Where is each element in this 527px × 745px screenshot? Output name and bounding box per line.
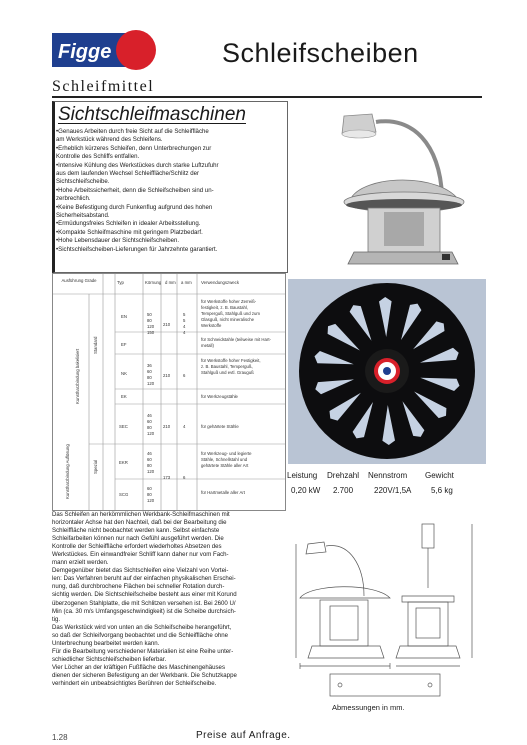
row-verwendung: für Hartmetalle aller Art — [201, 490, 245, 495]
col-header-d: d mm — [165, 280, 176, 285]
grinding-disc-image — [288, 279, 486, 464]
text-line: Das Werkstück wird von unten an die Schleifscheibe herangeführt, — [52, 623, 232, 631]
row-koernung: 80 — [147, 463, 152, 468]
dimension-drawing — [290, 516, 486, 706]
row-koernung: 80 — [147, 492, 152, 497]
row-koernung: 80 — [147, 318, 152, 323]
row-koernung: 60 — [147, 369, 152, 374]
header-rule — [52, 96, 482, 98]
row-verwendung: Stähle, Schnellstahl und — [201, 457, 248, 462]
row-verwendung: für Werkzeug- und legierte — [201, 451, 252, 456]
feature-list — [56, 128, 284, 254]
row-verwendung: gehärtete Stähle aller Art — [201, 463, 249, 468]
feature-line: •Genaues Arbeiten durch freie Sicht auf die Schleiffläche — [56, 128, 209, 135]
row-verwendung: festigkeit, z. B. Baustahl, — [201, 305, 249, 310]
row-verwendung: für Werkzeugstähle — [201, 394, 238, 399]
text-line: Das Schleifen an herkömmlichen Werkbank-Schleifmaschinen mit — [52, 511, 230, 518]
text-line: Werkstückes. Ein einwandfreier Schliff kann daher nur vom Fach- — [52, 551, 229, 559]
text-line: schiedlicher Sichtschleifscheiben lieferbar. — [52, 655, 167, 663]
row-a: 6 — [183, 475, 186, 480]
row-a: 5 — [183, 312, 186, 317]
text-line: nung, daß durchbrochene Flächen bei schneller Rotation durch- — [52, 583, 225, 591]
category-subtitle: Schleifmittel — [52, 78, 155, 95]
text-line: mann erzielt werden. — [52, 559, 109, 567]
spec-label: Nennstrom — [368, 471, 408, 480]
text-line: Kontrolle der Schleiffläche erfordert wiederholtes Absetzen des — [52, 543, 222, 551]
text-line: Demgegenüber bietet das Sichtschleifen eine Vielzahl von Vortei- — [52, 567, 229, 575]
row-d: 173 — [163, 475, 171, 480]
text-line: sichtig werden. Die Sichtschleifscheibe besteht aus einer mit Korund — [52, 591, 237, 599]
feature-line: Sicherheitsabstand. — [56, 212, 110, 220]
row-a: 4 — [183, 324, 186, 329]
machine-photo — [292, 104, 482, 270]
row-typ: SEC — [119, 424, 128, 429]
row-koernung: 120 — [147, 469, 155, 474]
row-typ: NK — [121, 371, 127, 376]
feature-line: •Sichtschleifscheiben-Lieferungen für Jahrzehnte garantiert. — [56, 245, 218, 253]
feature-line: •Keine Befestigung durch Funkenflug aufgrund des hohen — [56, 203, 213, 211]
spec-value: 220V/1,5A — [374, 486, 412, 495]
row-d: 210 — [163, 424, 171, 429]
spec-label: Leistung — [287, 471, 318, 480]
row-d: 210 — [163, 322, 171, 327]
row-koernung: 46 — [147, 451, 152, 456]
drawing-caption: Abmessungen in mm. — [332, 703, 405, 712]
row-typ: EKR — [119, 460, 128, 465]
section-heading: Sichtschleifmaschinen — [58, 104, 246, 125]
row-a: 4 — [183, 424, 186, 429]
row-verwendung: für Werkstoffe hoher Zerreiß- — [201, 299, 257, 304]
row-koernung: 120 — [147, 498, 155, 503]
row-a: 4 — [183, 330, 186, 335]
row-a: 5 — [183, 318, 186, 323]
row-verwendung: Glasguß, nicht mineralische — [201, 317, 255, 322]
feature-line: Sichtschleifscheibe. — [56, 178, 110, 186]
row-verwendung: Temperguß, Stahlguß und zum — [201, 311, 260, 316]
text-line: Für die Bearbeitung verschiedener Materialien ist eine Reihe unter- — [52, 647, 234, 655]
row-typ: SCG — [119, 492, 129, 497]
text-line: tig. — [52, 615, 61, 623]
page-number: 1.28 — [52, 733, 68, 742]
row-koernung: 120 — [147, 324, 155, 329]
col-header-typ: Typ — [117, 280, 124, 285]
spec-value: 5,6 kg — [431, 486, 453, 495]
row-verwendung: für Schneidstahle (teilweise mit Hart- — [201, 337, 271, 342]
row-d: 210 — [163, 373, 171, 378]
row-typ: EN — [121, 314, 127, 319]
col-header-a: a mm — [181, 280, 192, 285]
row-koernung: 80 — [147, 425, 152, 430]
spec-label: Drehzahl — [327, 471, 360, 480]
text-line: Unterbrechung bearbeitet werden kann. — [52, 639, 160, 647]
page-title: Schleifscheiben — [222, 38, 419, 68]
feature-line: Kontrolle des Schliffs entfallen. — [56, 153, 140, 161]
row-koernung: 60 — [147, 457, 152, 462]
text-line: len: Das Verfahren beruht auf der einfachen physikalischen Erschei- — [52, 575, 236, 583]
row-koernung: 50 — [147, 312, 152, 317]
text-line: überzogenen Stahlplatte, die mit Schlitzen versehen ist. Bei 2600 U/ — [52, 599, 236, 607]
machine-specs — [287, 471, 487, 495]
row-koernung: 46 — [147, 413, 152, 418]
group-label-bindung: Kunstharzbindung bakelisiert — [75, 348, 80, 404]
spec-value: 2.700 — [333, 486, 354, 495]
row-koernung: 36 — [147, 363, 152, 368]
feature-line: •Kompakte Schleifmaschine mit geringem Platzbedarf. — [56, 228, 203, 236]
text-line: so daß der Schleifvorgang beobachtet und die Schleiffläche ohne — [52, 631, 229, 639]
text-line: Min (ca. 30 m/s Umfangsgeschwindigkeit) ist die Scheibe durchsich- — [52, 607, 236, 615]
feature-line: •Intensive Kühlung des Werkstückes durch starke Luftzufuhr — [56, 161, 219, 169]
group-label-spezial: Spezial — [93, 459, 98, 474]
text-line: horizontaler Achse hat den Nachteil, daß bei der Bearbeitung die — [52, 519, 227, 527]
spec-label: Gewicht — [425, 471, 454, 480]
col-header-ausfuehrung: Ausführung Grade — [61, 278, 97, 283]
row-koernung: 120 — [147, 381, 155, 386]
row-verwendung: metall) — [201, 343, 214, 348]
row-koernung: 60 — [147, 419, 152, 424]
row-koernung: 60 — [147, 486, 152, 491]
group-label-standard: Standard — [93, 336, 98, 354]
row-verwendung: Werkstoffe — [201, 323, 222, 328]
col-header-verwendung: Verwendungszweck — [201, 280, 239, 285]
figge-logo — [52, 30, 156, 70]
feature-line: •Erheblich kürzeres Schleifen, denn Unterbrechungen zur — [56, 144, 212, 152]
row-koernung: 80 — [147, 375, 152, 380]
group-label-aufloesung: Kunstharzbindung Auflösung — [65, 444, 70, 499]
row-verwendung: für gehärtete Stähle — [201, 424, 239, 429]
disc-type-table — [52, 273, 286, 511]
row-koernung: 150 — [147, 330, 155, 335]
row-koernung: 120 — [147, 431, 155, 436]
feature-line: •Ermüdungsfreies Schleifen in idealer Arbeitsstellung. — [56, 220, 201, 228]
feature-line: •Hohe Lebensdauer der Sichtschleifscheiben. — [56, 237, 180, 245]
text-line: Schleiffläche nicht beobachtet werden kann. Selbst einfachste — [52, 527, 220, 535]
feature-line: zerbrechlich. — [56, 195, 91, 203]
row-verwendung: Stahlguß und evtl. Grauguß — [201, 370, 254, 375]
col-header-koernung: Körnung — [145, 280, 162, 285]
text-line: Vier Löcher an der kräftigen Fußfläche des Maschinengehäuses — [52, 663, 225, 671]
row-verwendung: z. B. Baustahl, Temperguß, — [201, 364, 253, 369]
feature-line: am Werkstück während des Schleifens. — [56, 136, 163, 144]
row-typ: EK — [121, 394, 127, 399]
text-line: Schleifarbeiten können nur nach Gefühl ausgeführt werden. Die — [52, 535, 224, 543]
feature-line: •Hohe Arbeitssicherheit, denn die Schleifscheiben sind un- — [56, 186, 214, 194]
price-note: Preise auf Anfrage. — [196, 730, 291, 741]
row-a: 6 — [183, 373, 186, 378]
description-text — [52, 511, 284, 688]
disc-photo — [288, 279, 486, 464]
row-typ: EF — [121, 342, 127, 347]
text-line: dienen der sicheren Befestigung an der Werkbank. Die Schutzkappe — [52, 671, 237, 679]
spec-value: 0,20 kW — [291, 486, 321, 495]
text-line: verhindert ein unbeabsichtigtes Berühren der Schleifscheibe. — [52, 679, 217, 687]
row-verwendung: für Werkstoffe hoher Festigkeit, — [201, 358, 261, 363]
feature-line: aus dem laufenden Wechsel Schleiffläche/Schlitz der — [56, 170, 200, 178]
logo-text: Figge — [58, 41, 112, 63]
